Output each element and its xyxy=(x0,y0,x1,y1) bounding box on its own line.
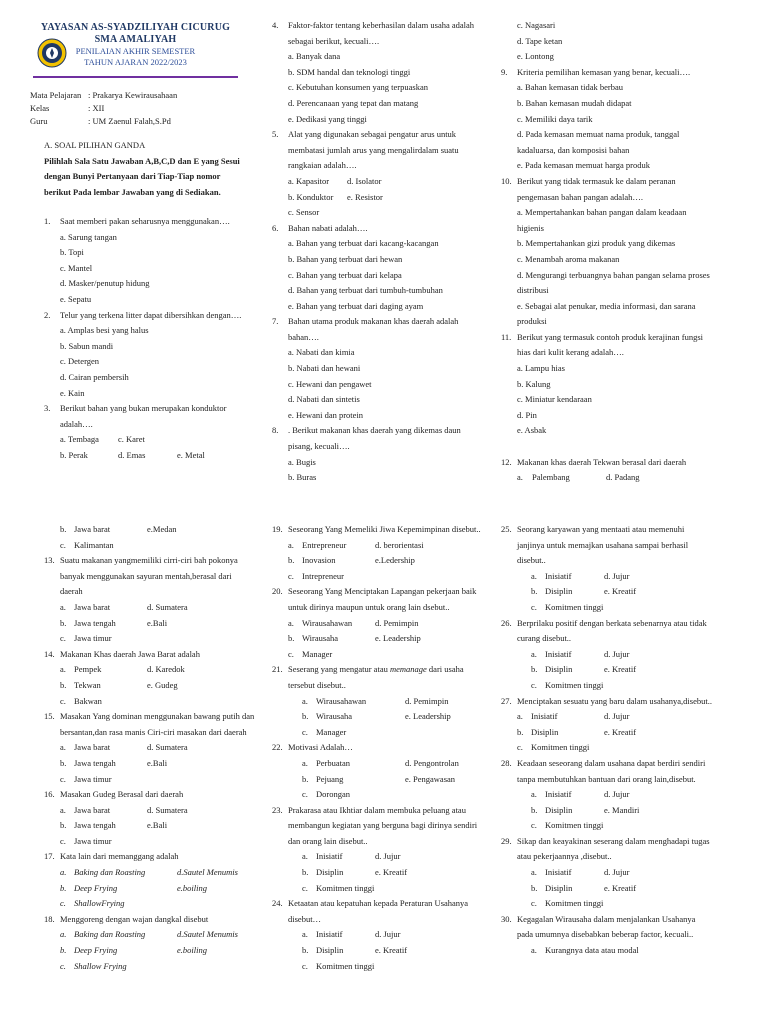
options-24-row1: a. Inisiatif d. Jujur xyxy=(302,929,401,940)
options-14-row1: a. Pempek d. Karedok xyxy=(60,664,185,675)
options-19-row1: a. Entrepreneur d. berorientasi xyxy=(288,539,424,550)
question-15: 15. Masakan Yang dominan menggunakan bawang putih dan bersantan,dan rasa manis Ciri-ciri masakan dari daerah xyxy=(44,711,255,737)
options-24-row3: c. Komitmen tinggi xyxy=(302,960,375,971)
options-23-row3: c. Komitmen tinggi xyxy=(302,882,375,893)
options-13-row2: b. Jawa tengah e.Bali xyxy=(60,617,168,628)
question-28: 28. Keadaan seseorang dalam usahana dapat berdiri sendiri tanpa membutuhkan bantuan dari orang lain,disebut. xyxy=(501,757,706,784)
options-18-row1: a. Baking dan Roasting d.Sautel Menumis xyxy=(60,929,238,940)
option-7b: b. Nabati dan hewani xyxy=(288,363,361,374)
option-6b: b. Bahan yang terbuat dari hewan xyxy=(288,253,403,264)
options-24-row2: b. Disiplin e. Kreatif xyxy=(302,945,408,956)
option-9b: b. Bahan kemasan mudah didapat xyxy=(517,97,632,108)
option-11e: e. Asbak xyxy=(517,425,547,436)
section-intro xyxy=(44,138,249,200)
options-16-row2: b. Jawa tengah e.Bali xyxy=(60,820,168,831)
options-16-row1: a. Jawa barat d. Sumatera xyxy=(60,804,188,815)
option-8e: e. Lontong xyxy=(517,51,554,62)
options-27-row1: a. Inisiatif d. Jujur xyxy=(517,711,630,722)
academic-year: TAHUN AJARAN 2022/2023 xyxy=(84,57,187,67)
options-29-row1: a. Inisiatif d. Jujur xyxy=(531,867,630,878)
options-19-row3: c. Intrepreneur xyxy=(288,570,345,581)
option-8c: c. Nagasari xyxy=(517,20,556,30)
options-28-row1: a. Inisiatif d. Jujur xyxy=(531,789,630,800)
question-22: 22. Motivasi Adalah… xyxy=(272,742,353,753)
option-4c: c. Kebutuhan konsumen yang terpuaskan xyxy=(288,82,428,93)
option-7a: a. Nabati dan kimia xyxy=(288,347,355,358)
option-10a: a. Mempertahankan bahan pangan dalam keadaan higienis xyxy=(517,207,687,233)
page2-column1 xyxy=(44,522,256,974)
option-4e: e. Dedikasi yang tinggi xyxy=(288,113,367,124)
options-3-row2: b. Perak d. Emas e. Metal xyxy=(60,449,205,460)
option-6e: e. Bahan yang terbuat dari daging ayam xyxy=(288,300,424,311)
options-12-row3: c. Kalimantan xyxy=(60,539,114,550)
option-7c: c. Hewani dan pengawet xyxy=(288,378,372,389)
options-21-row2: b. Wirausaha e. Leadership xyxy=(302,711,451,722)
options-13-row3: c. Jawa timur xyxy=(60,633,112,644)
page1-column2 xyxy=(272,18,482,486)
options-18-row2: b. Deep Frying e.boiling xyxy=(60,945,207,956)
options-19-row2: b. Inovasion e.Ledership xyxy=(288,555,415,566)
page2-column2 xyxy=(272,522,486,974)
question-19: 19. Seseorang Yang Memeliki Jiwa Kepemimpinan disebut.. xyxy=(272,524,481,534)
options-21-row1: a. Wirausahawan d. Pemimpin xyxy=(302,695,449,706)
question-16: 16. Masakan Gudeg Berasal dari daerah xyxy=(44,789,184,800)
option-1c: c. Mantel xyxy=(60,262,93,273)
option-9c: c. Memiliki daya tarik xyxy=(517,113,593,124)
options-15-row3: c. Jawa timur xyxy=(60,773,112,784)
page2-column3 xyxy=(501,522,713,959)
options-25-row1: a. Inisiatif d. Jujur xyxy=(531,570,630,581)
options-25-row2: b. Disiplin e. Kreatif xyxy=(531,586,637,597)
option-4b: b. SDM handal dan teknologi tinggi xyxy=(288,66,411,77)
option-1b: b. Topi xyxy=(60,247,84,258)
foundation-name: YAYASAN AS-SYADZILIYAH CICURUG xyxy=(40,22,231,33)
options-12-row2: b. Jawa barat e.Medan xyxy=(60,524,177,534)
section-instruction: Pilihlah Sala Satu Jawaban A,B,C,D dan E yang Sesui dengan Bunyi Pertanyaan dari Tiap-Tiap nomor berikut Pada lembar Jawaban yang di Sediakan. xyxy=(44,155,240,197)
option-11b: b. Kalung xyxy=(517,378,551,389)
options-12-row1: a. Palembang d. Padang xyxy=(517,472,640,483)
question-2: 2. Telur yang terkena litter dapat dibersihkan dengan…. xyxy=(44,309,242,320)
header-divider xyxy=(33,76,238,78)
options-22-row1: a. Perbuatan d. Pengontrolan xyxy=(302,757,459,768)
options-20-row1: a. Wirausahawan d. Pemimpin xyxy=(288,617,419,628)
options-28-row2: b. Disiplin e. Mandiri xyxy=(531,804,640,815)
options-27-row3: c. Komitmen tinggi xyxy=(517,742,590,753)
options-13-row1: a. Jawa barat d. Sumatera xyxy=(60,601,188,612)
option-7e: e. Hewani dan protein xyxy=(288,409,364,420)
question-4: 4. Faktor-faktor tentang keberhasilan dalam usaha adalah sebagai berikut, kecuali…. xyxy=(272,20,475,46)
option-9e: e. Pada kemasan memuat harga produk xyxy=(517,160,650,171)
question-30: 30. Kegagalan Wirausaha dalam menjalankan Usahanya pada umumnya disebabkan beberap factor, kecuali.. xyxy=(501,913,696,940)
option-4a: a. Banyak dana xyxy=(288,51,341,62)
option-6a: a. Bahan yang terbuat dari kacang-kacangan xyxy=(288,238,439,249)
options-23-row1: a. Inisiatif d. Jujur xyxy=(302,851,401,862)
options-15-row1: a. Jawa barat d. Sumatera xyxy=(60,742,188,753)
option-2b: b. Sabun mandi xyxy=(60,340,114,351)
question-6: 6. Bahan nabati adalah…. xyxy=(272,222,368,233)
school-name: SMA AMALIYAH xyxy=(94,34,177,45)
option-2c: c. Detergen xyxy=(60,356,100,367)
question-21: 21. Seserang yang mengatur atau memanage dari usaha tersebut disebut.. xyxy=(272,664,464,690)
question-8: 8. . Berikut makanan khas daerah yang dikemas daun pisang, kecuali…. xyxy=(272,425,461,452)
question-9: 9. Kriteria pemilihan kemasan yang benar, kecuali…. xyxy=(501,66,691,77)
options-26-row1: a. Inisiatif d. Jujur xyxy=(531,648,630,659)
question-29: 29. Sikap dan keayakinan seserang dalam menghadapi tugas atau pekerjaannya ,disebut.. xyxy=(501,835,710,862)
options-27-row2: b. Disiplin e. Kreatif xyxy=(517,726,637,737)
options-21-row3: c. Manager xyxy=(302,726,347,737)
options-18-row3: c. Shallow Frying xyxy=(60,960,127,971)
option-1a: a. Sarung tangan xyxy=(60,231,117,242)
options-5-row2: b. Konduktor e. Resistor xyxy=(288,191,383,202)
option-8b: b. Buras xyxy=(288,472,317,483)
options-23-row2: b. Disiplin e. Kreatif xyxy=(302,867,408,878)
options-15-row2: b. Jawa tengah e.Bali xyxy=(60,757,168,768)
options-16-row3: c. Jawa timur xyxy=(60,835,112,846)
school-logo-icon xyxy=(37,38,67,68)
option-9a: a. Bahan kemasan tidak berbau xyxy=(517,82,623,93)
options-17-row1: a. Baking dan Roasting d.Sautel Menumis xyxy=(60,867,238,878)
exam-name: PENILAIAN AKHIR SEMESTER xyxy=(75,46,196,56)
options-29-row3: c. Komitmen tinggi xyxy=(531,898,604,909)
question-5: 5. Alat yang digunakan sebagai pengatur arus untuk membatasi jumlah arus yang mengalirdalam suatu rangkaian adalah…. xyxy=(272,129,459,171)
question-1: 1. Saat memberi pakan seharusnya menggunakan…. xyxy=(44,216,230,226)
option-11c: c. Miniatur kendaraan xyxy=(517,394,592,405)
question-24: 24. Ketaatan atau kepatuhan kepada Peraturan Usahanya disebut… xyxy=(272,898,469,924)
option-2e: e. Kain xyxy=(60,387,85,398)
options-22-row2: b. Pejuang e. Pengawasan xyxy=(302,773,456,784)
question-11: 11. Berikut yang termasuk contoh produk kerajinan fungsi hias dari kulit kerang adalah…. xyxy=(501,331,704,358)
options-20-row2: b. Wirausaha e. Leadership xyxy=(288,633,421,644)
options-26-row3: c. Komitmen tinggi xyxy=(531,679,604,690)
question-20: 20. Seseorang Yang Menciptakan Lapangan pekerjaan baik untuk dirinya maupun untuk orang lain dsebut.. xyxy=(272,586,477,612)
options-26-row2: b. Disiplin e. Kreatif xyxy=(531,664,637,675)
question-27: 27. Menciptakan sesuatu yang baru dalam usahanya,disebut.. xyxy=(501,695,712,706)
question-10: 10. Berikut yang tidak termasuk ke dalam peranan pengemasan bahan pangan adalah…. xyxy=(501,175,676,202)
option-11d: d. Pin xyxy=(517,409,537,420)
question-17: 17. Kata lain dari memanggang adalah xyxy=(44,851,179,862)
option-4d: d. Perencanaan yang tepat dan matang xyxy=(288,97,419,108)
question-18: 18. Menggoreng dengan wajan dangkal disebut xyxy=(44,913,209,924)
option-1d: d. Masker/penutup hidung xyxy=(60,278,150,289)
question-14: 14. Makanan Khas daerah Jawa Barat adalah xyxy=(44,648,200,659)
option-10c: c. Menambah aroma makanan xyxy=(517,253,620,264)
option-5c: c. Sensor xyxy=(288,207,320,218)
option-6c: c. Bahan yang terbuat dari kelapa xyxy=(288,269,402,280)
option-2a: a. Amplas besi yang halus xyxy=(60,325,149,336)
options-22-row3: c. Dorongan xyxy=(302,789,350,800)
question-7: 7. Bahan utama produk makanan khas daerah adalah bahan…. xyxy=(272,316,459,342)
option-9d: d. Pada kemasan memuat nama produk, tanggal kadaluarsa, dan komposisi bahan xyxy=(517,129,680,155)
option-6d: d. Bahan yang terbuat dari tumbuh-tumbuhan xyxy=(288,285,443,296)
question-13: 13. Suatu makanan yangmemiliki cirri-ciri bah pokonya banyak menggunakan sayuran mentah,berasal dari daerah xyxy=(44,555,238,597)
option-10b: b. Mempertahankan gizi produk yang dikemas xyxy=(517,238,676,249)
options-17-row2: b. Deep Frying e.boiling xyxy=(60,882,207,893)
question-3: 3. Berikut bahan yang bukan merupakan konduktor adalah…. xyxy=(44,403,227,429)
option-8a: a. Bugis xyxy=(288,456,316,467)
question-25: 25. Seorang karyawan yang mentaati atau memenuhi janjinya untuk memajkan usahana sampai berhasil disebut.. xyxy=(501,524,689,566)
options-29-row2: b. Disiplin e. Kreatif xyxy=(531,882,637,893)
option-2d: d. Cairan pembersih xyxy=(60,371,129,382)
option-11a: a. Lampu hias xyxy=(517,363,565,374)
options-17-row3: c. ShallowFrying xyxy=(60,898,125,909)
options-28-row3: c. Komitmen tinggi xyxy=(531,820,604,831)
option-10d: d. Mengurangi terbuangnya bahan pangan selama proses distribusi xyxy=(517,269,710,296)
options-14-row3: c. Bakwan xyxy=(60,695,102,706)
option-8d: d. Tape ketan xyxy=(517,35,563,46)
options-14-row2: b. Tekwan e. Gudeg xyxy=(60,679,178,690)
section-heading: A. SOAL PILIHAN GANDA xyxy=(44,140,146,150)
page1-column3 xyxy=(501,18,711,486)
options-20-row3: c. Manager xyxy=(288,648,333,659)
options-5-row1: a. Kapasitor d. Isolator xyxy=(288,175,382,186)
question-23: 23. Prakarasa atau Ikhtiar dalam membuka peluang atau membangun kegiatan yang berguna bagi dirinya sendiri dan orang lain disebut.. xyxy=(272,804,478,846)
option-10e: e. Sebagai alat penukar, media informasi, dan sarana produksi xyxy=(517,300,696,327)
option-7d: d. Nabati dan sintetis xyxy=(288,394,360,405)
options-30-row1: a. Kurangnya data atau modal xyxy=(531,945,639,956)
options-3-row1: a. Tembaga c. Karet xyxy=(60,434,145,445)
question-26: 26. Berprilaku positif dengan berkata sebenarnya atau tidak curang disebut.. xyxy=(501,617,707,644)
option-1e: e. Sepatu xyxy=(60,293,92,304)
question-12: 12. Makanan khas daerah Tekwan berasal dari daerah xyxy=(501,456,687,467)
page1-column1 xyxy=(44,214,244,464)
options-25-row3: c. Komitmen tinggi xyxy=(531,601,604,612)
